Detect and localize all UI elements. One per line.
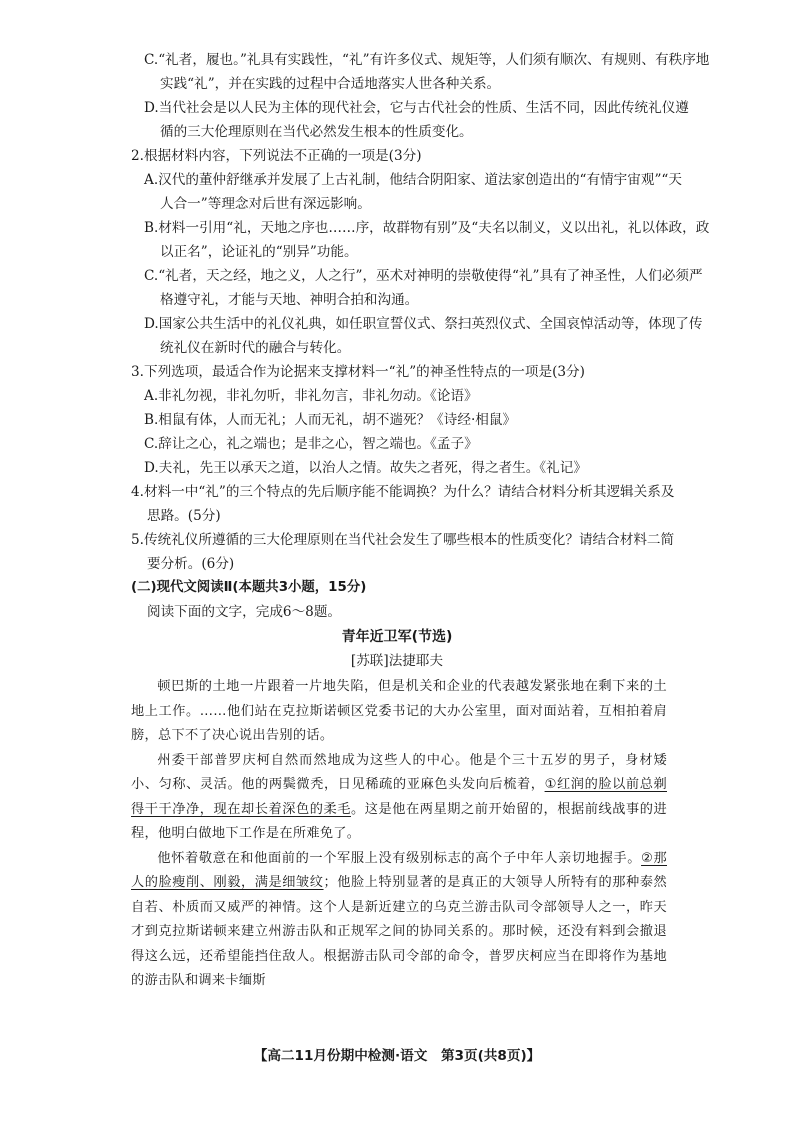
- q3-option-c: C.辞让之心，礼之端也；是非之心，智之端也。《孟子》: [144, 436, 478, 452]
- q2-option-a-line2: 人合一”等理念对后世有深远影响。: [160, 196, 371, 212]
- q1-option-c-line1: C.“礼者，履也。”礼具有实践性，“礼”有许多仪式、规矩等，人们须有顺次、有规则、有秩序地: [144, 52, 710, 68]
- passage-paragraph-3: [131, 847, 667, 994]
- passage-paragraph-1: 顿巴斯的土地一片跟着一片地失陷，但是机关和企业的代表越发紧张地在剩下来的土地上工作。……他们站在克拉斯诺顿区党委书记的大办公室里，面对面站着，互相拍着肩膀，总下不了决心说出告别的话。: [131, 679, 667, 743]
- q2-option-b-line2: 以正名”，论证礼的“别异”功能。: [160, 244, 358, 260]
- q5-stem-line2: 要分析。(6分): [147, 556, 235, 572]
- q2-option-c-line1: C.“礼者，天之经，地之义，人之行”，巫术对神明的崇敬使得“礼”具有了神圣性，人们必须严: [144, 268, 703, 284]
- q2-option-b-line1: B.材料一引用“礼，天地之序也……序，故群物有别”及“夫名以制义，义以出礼，礼以体政，政: [144, 220, 710, 236]
- q2-stem: 2.根据材料内容，下列说法不正确的一项是(3分): [131, 148, 422, 164]
- q3-stem: 3.下列选项，最适合作为论据来支撑材料一“礼”的神圣性特点的一项是(3分): [131, 364, 585, 380]
- page-footer: 【高二11月份期中检测·语文 第3页(共8页)】: [253, 1048, 541, 1064]
- q1-option-d-line2: 循的三大伦理原则在当代必然发生根本的性质变化。: [160, 124, 473, 140]
- passage-author: [苏联]法捷耶夫: [350, 653, 444, 669]
- q4-stem-line1: 4.材料一中“礼”的三个特点的先后顺序能不能调换？为什么？请结合材料分析其逻辑关系及: [131, 484, 675, 500]
- paragraph-3-underlined-sentence-2: ②那人的脸瘦削、刚毅，满是细皱纹: [131, 850, 667, 890]
- q2-option-d-line2: 统礼仪在新时代的融合与转化。: [160, 340, 351, 356]
- passage-paragraph-2: [131, 749, 667, 847]
- q3-option-a: A.非礼勿视，非礼勿听，非礼勿言，非礼勿动。《论语》: [144, 388, 478, 404]
- paragraph-2-underlined-sentence-1: ①红润的脸以前总剃得干干净净，现在却长着深色的柔毛: [131, 777, 667, 817]
- q1-option-c-line2: 实践“礼”，并在实践的过程中合适地落实人世各种关系。: [160, 76, 501, 92]
- q4-stem-line2: 思路。(5分): [147, 508, 221, 524]
- passage-title: 青年近卫军(节选): [341, 629, 453, 645]
- q3-option-d: D.夫礼，先王以承天之道，以治人之情。故失之者死，得之者生。《礼记》: [144, 460, 587, 476]
- paragraph-2-text-b: 。这是他在两星期之前开始留的，根据前线战事的进程，他明白做地下工作是在所难免了。: [131, 801, 667, 841]
- q2-option-d-line1: D.国家公共生活中的礼仪礼典，如任职宣誓仪式、祭扫英烈仪式、全国哀悼活动等，体现了传: [144, 316, 703, 332]
- q2-option-c-line2: 格遵守礼，才能与天地、神明合拍和沟通。: [160, 292, 419, 308]
- paragraph-2-text-a: 州委干部普罗庆柯自然而然地成为这些人的中心。他是个三十五岁的男子，身材矮小、匀称、灵活。他的两鬓微秃，日见稀疏的亚麻色头发向后梳着，: [131, 752, 667, 792]
- q3-option-b: B.相鼠有体，人而无礼；人而无礼，胡不遄死？《诗经·相鼠》: [144, 412, 517, 428]
- q1-option-d-line1: D.当代社会是以人民为主体的现代社会，它与古代社会的性质、生活不同，因此传统礼仪遵: [144, 100, 689, 116]
- q2-option-a-line1: A.汉代的董仲舒继承并发展了上古礼制，他结合阴阳家、道法家创造出的“有情宇宙观”“天: [144, 172, 682, 188]
- passage-body: [131, 675, 667, 994]
- q5-stem-line1: 5.传统礼仪所遵循的三大伦理原则在当代社会发生了哪些根本的性质变化？请结合材料二简: [131, 532, 675, 548]
- paragraph-3-text-a: 他怀着敬意在和他面前的一个军服上没有级别标志的高个子中年人亲切地握手。: [157, 850, 642, 866]
- section-heading: (二)现代文阅读Ⅱ(本题共3小题，15分): [131, 580, 367, 595]
- paragraph-3-text-b: ；他脸上特别显著的是真正的大领导人所特有的那种泰然自若、朴质而又威严的神情。这个人是新近建立的乌克兰游击队司令部领导人之一，昨天才到克拉斯诺顿来建立州游击队和正规军之间的协同关系的。那时候，还没有料到会撤退得这么远，还希望能挡住敌人。根据游击队司令部的命令，普罗庆柯应当在即将作为基地的游击队和调来卡缅斯: [131, 875, 668, 988]
- section-instruction: 阅读下面的文字，完成6～8题。: [147, 604, 342, 620]
